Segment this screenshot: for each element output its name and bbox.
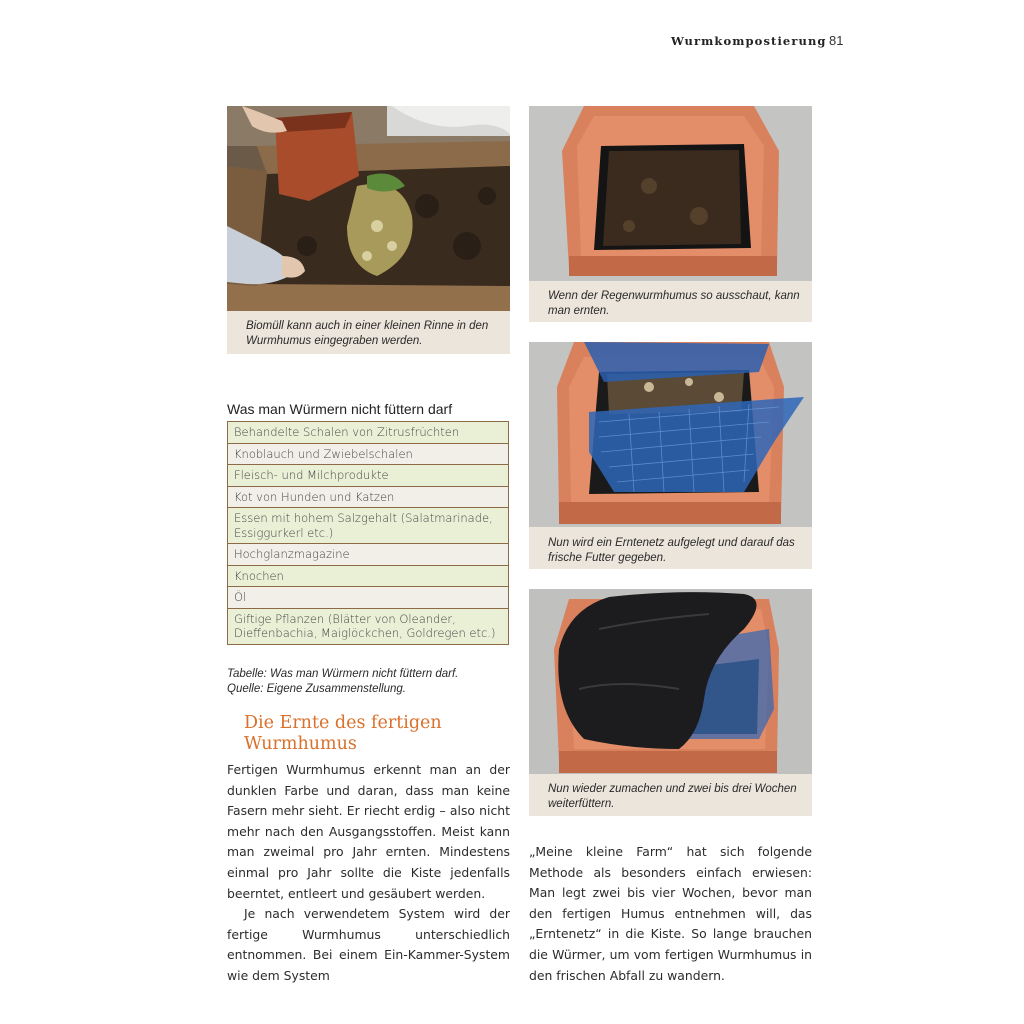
table-cell: Öl: [228, 587, 509, 609]
table-row: [228, 508, 509, 544]
photo-biomuell-rinne: [227, 106, 510, 311]
table-cell: Kot von Hunden und Katzen: [228, 486, 509, 508]
forbidden-food-table: [227, 421, 509, 645]
caption-weiterfuettern: Nun wieder zumachen und zwei bis drei Wochen weiterfüttern.: [548, 783, 797, 810]
table-cell: Essen mit hohem Salzgehalt (Salatmarinade, Essiggurkerl etc.): [228, 508, 509, 544]
table-cell: Knochen: [228, 565, 509, 587]
figure-regenwurmhumus: [529, 106, 812, 322]
table-title: Was man Würmern nicht füttern darf: [227, 401, 453, 417]
photo-regenwurmhumus: [529, 106, 812, 281]
table-row: [228, 486, 509, 508]
table-cell: Behandelte Schalen von Zitrusfrüchten: [228, 422, 509, 444]
body-paragraph-2: Je nach verwendetem System wird der fertige Wurmhumus unterschiedlich entnommen. Bei einem Ein-Kammer-System wie dem System: [227, 906, 510, 983]
caption-erntenetz: Nun wird ein Erntenetz aufgelegt und darauf das frische Futter gegeben.: [548, 537, 795, 564]
figure-biomuell: [227, 106, 510, 354]
body-paragraph-1: Fertigen Wurmhumus erkennt man an der dunklen Farbe und daran, dass man keine Fasern mehr sieht. Er riecht erdig – also nicht mehr nach den Ausgangsstoffen. Meist kann man zweimal pro Jahr ernten. Mindestens einmal pro Jahr sollte die Kiste jedenfalls beerntet, entleert und gesäubert werden.: [227, 762, 510, 901]
caption-biomuell: Biomüll kann auch in einer kleinen Rinne in den Wurmhumus eingegraben werden.: [246, 320, 489, 347]
table-caption-line1: Tabelle: Was man Würmern nicht füttern darf.: [227, 668, 459, 680]
running-title: Wurmkompostierung: [671, 34, 827, 48]
table-row: [228, 608, 509, 644]
section-heading: Die Ernte des fertigen Wurmhumus: [244, 713, 442, 754]
table-caption-line2: Quelle: Eigene Zusammenstellung.: [227, 682, 406, 695]
table-cell: Knoblauch und Zwiebelschalen: [228, 443, 509, 465]
body-paragraph-3: „Meine kleine Farm“ hat sich folgende Methode als besonders einfach erwiesen: Man legt zwei bis vier Wochen, bevor man den fertigen Humus entnehmen will, das „Erntenetz“ in die Kiste. So lange brauchen die Würmer, um vom fertigen Wurmhumus in den frischen Abfall zu wandern.: [529, 844, 812, 983]
table-cell: Hochglanzmagazine: [228, 544, 509, 566]
photo-weiterfuettern: [529, 589, 812, 774]
caption-regenwurmhumus: Wenn der Regenwurmhumus so ausschaut, kann man ernten.: [548, 290, 800, 317]
table-cell: Giftige Pflanzen (Blätter von Oleander, Dieffenbachia, Maiglöckchen, Goldregen etc.): [228, 608, 509, 644]
figure-weiterfuettern: [529, 589, 812, 816]
table-caption: [227, 667, 517, 696]
page-number: 81: [829, 33, 844, 48]
table-row: [228, 443, 509, 465]
photo-erntenetz: [529, 342, 812, 527]
table-cell: Fleisch- und Milchprodukte: [228, 465, 509, 487]
table-row: [228, 544, 509, 566]
table-row: [228, 565, 509, 587]
table-row: [228, 465, 509, 487]
table-row: [228, 422, 509, 444]
table-row: [228, 587, 509, 609]
figure-erntenetz: [529, 342, 812, 569]
